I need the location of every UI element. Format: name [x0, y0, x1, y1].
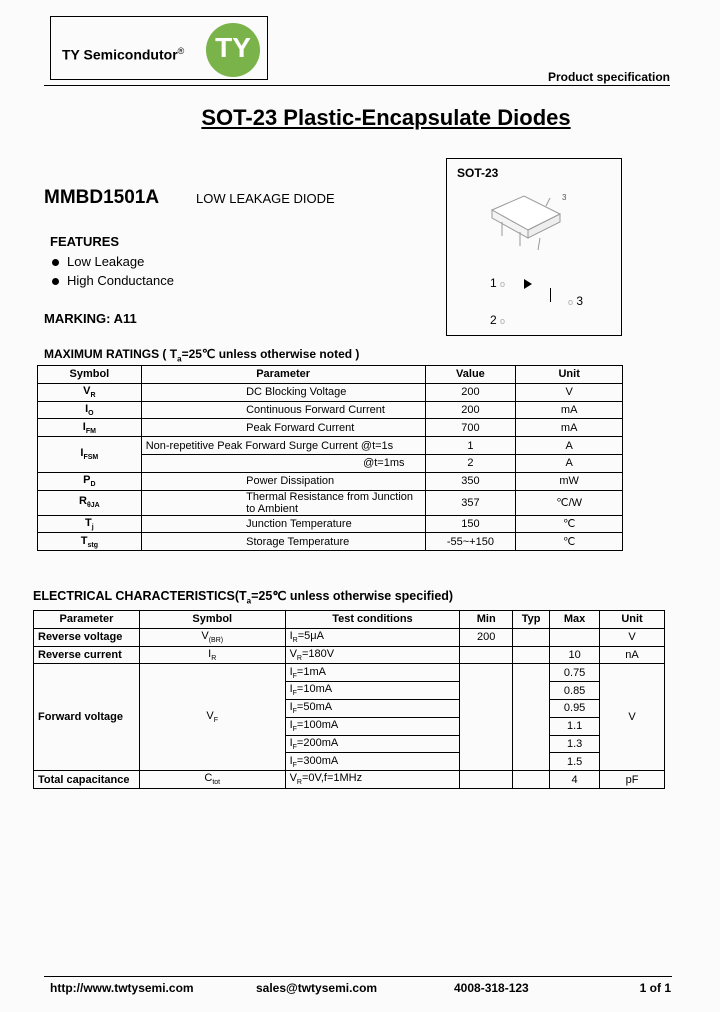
diode-symbol-icon — [522, 278, 534, 290]
package-name: SOT-23 — [457, 166, 499, 180]
table-row: $I_F=300mA$ 1.5 — [34, 753, 665, 771]
table-row: Reverse voltage $V_{(BR)}$ $I_R=5\mu A$ 200 V — [34, 628, 665, 646]
max-ratings-heading: MAXIMUM RATINGS ( $T_a=25℃$ unless otherwise noted ) — [44, 347, 360, 364]
table-row: $I_{FSM}$ Non-repetitive Peak Forward Surge Current @t=1s 1 A — [38, 437, 623, 455]
table-row: $I_F=200mA$ 1.3 — [34, 735, 665, 753]
part-description: LOW LEAKAGE DIODE — [196, 191, 335, 206]
doc-type-label: Product specification — [547, 70, 670, 84]
footer-phone: 4008-318-123 — [454, 981, 529, 995]
footer-email-link[interactable]: sales@twtysemi.com — [256, 981, 378, 995]
page-title: SOT-23 Plastic-Encapsulate Diodes — [201, 105, 571, 130]
table-row: $T_j$ Junction Temperature 150 ℃ — [38, 515, 623, 533]
feature-item: High Conductance — [52, 273, 174, 288]
table-row: $I_F=50mA$ 0.95 — [34, 699, 665, 717]
footer-divider — [44, 976, 672, 977]
pin3-top-label: 3 — [562, 193, 567, 202]
table-row: $V_R$ DC Blocking Voltage 200 V — [38, 383, 623, 401]
company-name: TY Semicondutor® — [62, 46, 185, 63]
table-row: Forward voltage $V_F$ $I_F=1mA$ 0.75 V — [34, 664, 665, 682]
max-ratings-table — [37, 365, 623, 551]
table-row: @t=1ms 2 A — [38, 454, 623, 472]
pin2-label: 2 o — [490, 313, 506, 327]
table-header-row: Parameter Symbol Test conditions Min Typ Max Unit — [34, 611, 665, 629]
header-divider — [44, 85, 670, 86]
company-logo-icon: TY — [206, 23, 260, 77]
marking-code: MARKING: A11 — [44, 311, 137, 326]
table-row: Total capacitance $C_{tot}$ $V_R=0V,f=1MHz$ 4 pF — [34, 771, 665, 789]
table-row: $I_F=10mA$ 0.85 — [34, 682, 665, 700]
electrical-heading: ELECTRICAL $CHARACTERISTICS(T_a=25℃$ unless otherwise specified) — [33, 589, 454, 606]
table-row: $I_F=100mA$ 1.1 — [34, 717, 665, 735]
electrical-table — [33, 610, 665, 789]
table-row: $I_{FM}$ Peak Forward Current 700 mA — [38, 419, 623, 437]
features-heading: FEATURES — [50, 234, 120, 249]
footer-website-link[interactable]: http://www.twtysemi.com — [50, 981, 194, 995]
page-number: 1 of 1 — [639, 981, 671, 995]
table-row: $T_{stg}$ Storage Temperature -55~+150 ℃ — [38, 533, 623, 551]
diode-bar — [550, 288, 551, 302]
table-row: $R_{\theta JA}$ Thermal Resistance from Junction to Ambient 357 ℃/W — [38, 490, 623, 515]
pin3-label: o 3 — [568, 294, 584, 308]
part-number: MMBD1501A — [44, 187, 160, 208]
table-row: Reverse current $I_R$ $V_R=180V$ 10 nA — [34, 646, 665, 664]
bullet-icon — [52, 278, 59, 285]
sot23-package-icon — [480, 188, 570, 268]
table-row: $P_D$ Power Dissipation 350 mW — [38, 472, 623, 490]
pin1-label: 1 o — [490, 276, 506, 290]
table-header-row: Symbol Parameter Value Unit — [38, 366, 623, 384]
feature-item: Low Leakage — [52, 254, 144, 269]
bullet-icon — [52, 259, 59, 266]
table-row: $I_O$ Continuous Forward Current 200 mA — [38, 401, 623, 419]
